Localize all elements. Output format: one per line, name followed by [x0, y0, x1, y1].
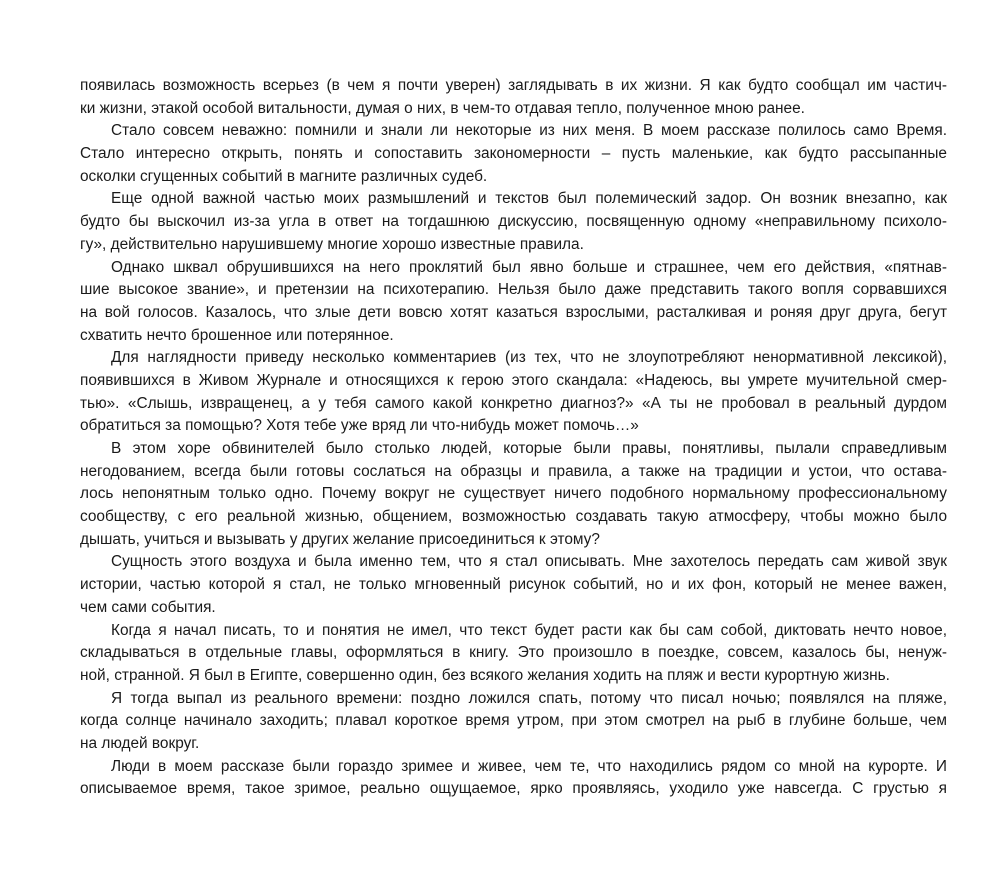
text-line: Для наглядности приведу несколько комментариев (из тех, что не злоупотребляют ненормативной лексикой),	[111, 349, 947, 367]
paragraph-4	[80, 257, 947, 348]
text-line: ной, странной. Я был в Египте, совершенно один, без всякого желания ходить на пляж и вести курортную жизнь.	[80, 666, 890, 684]
text-line: Сущность этого воздуха и была именно тем, что я стал описывать. Мне захотелось передать сам живой звук	[111, 553, 947, 571]
text-line: В этом хоре обвинителей было столько людей, которые были правы, понятливы, пылали справедливым	[111, 440, 947, 457]
paragraph-2	[80, 120, 947, 188]
text-line: Когда я начал писать, то и понятия не имел, что текст будет расти как бы сам собой, диктовать нечто новое,	[111, 621, 947, 639]
text-line: Люди в моем рассказе были гораздо зримее и живее, чем те, что находились рядом со мной на курорте. И	[111, 757, 947, 775]
text-line: чем сами события.	[80, 598, 216, 616]
text-line: Стало интересно открыть, понять и сопоставить закономерности – пусть маленькие, как будто рассыпанные	[80, 145, 947, 163]
paragraph-7	[80, 551, 947, 619]
paragraph-8	[80, 620, 947, 688]
text-line: осколки сгущенных событий в магните различных судеб.	[80, 167, 488, 185]
text-line: дышать, учиться и вызывать у других желание присоединиться к этому?	[80, 530, 600, 548]
text-line: появилась возможность всерьез (в чем я почти уверен) заглядывать в их жизни. Я как будто сообщал им частич-	[80, 77, 947, 94]
text-line: тью». «Слышь, извращенец, а у тебя самого какой конкретно диагноз?» «А ты не пробовал в реальный дурдом	[80, 394, 947, 412]
text-line: когда солнце начинало заходить; плавал короткое время утром, при этом смотрел на рыб в глубине больше, чем	[80, 712, 947, 730]
paragraph-10	[80, 756, 947, 801]
paragraph-3	[80, 188, 947, 256]
text-line: шие высокое звание», и претензии на психотерапию. Нельзя было даже представить такого вопля сорвавшихся	[80, 281, 947, 299]
text-line: Я тогда выпал из реального времени: поздно ложился спать, потому что писал ночью; появлялся на пляже,	[111, 689, 947, 707]
text-line: на вой голосов. Казалось, что злые дети вовсю хотят казаться взрослыми, расталкивая и роняя друг друга, бегут	[80, 303, 947, 321]
text-line: Стало совсем неважно: помнили и знали ли некоторые из них меня. В моем рассказе полилось само Время.	[111, 122, 947, 140]
text-line: описываемое время, такое зримое, реально ощущаемое, ярко проявляясь, уходило уже навсегда. С грустью я	[80, 780, 947, 798]
text-line: складываться в отдельные главы, оформляться в книгу. Это произошло в поездке, совсем, казалось бы, ненуж-	[80, 644, 947, 662]
document-page	[80, 75, 947, 801]
text-line: Еще одной важной частью моих размышлений и текстов был полемический задор. Он возник внезапно, как	[111, 190, 947, 208]
paragraph-5	[80, 347, 947, 438]
text-line: появившихся в Живом Журнале и относящихся к герою этого скандала: «Надеюсь, вы умрете мучительной смер-	[80, 371, 947, 389]
text-line: обратиться за помощью? Хотя тебе уже вряд ли что-нибудь может помочь…»	[80, 417, 639, 435]
text-line: на людей вокруг.	[80, 734, 200, 752]
text-line: будто бы выскочил из-за угла в ответ на тогдашнюю дискуссию, посвященную одному «неправильному психоло-	[80, 213, 947, 231]
text-line: лось непонятным только одно. Почему вокруг не существует ничего подобного нормальному профессиональному	[80, 485, 947, 503]
text-line: истории, частью которой я стал, не только мгновенный рисунок событий, но и их фон, который не менее важен,	[80, 576, 947, 594]
text-line: ки жизни, этакой особой витальности, думая о них, в чем-то отдавая тепло, полученное мною ранее.	[80, 99, 805, 117]
paragraph-1	[80, 75, 947, 120]
paragraph-9	[80, 688, 947, 756]
paragraph-6	[80, 438, 947, 551]
text-line: сообществу, с его реальной жизнью, общением, возможностью создавать такую атмосферу, чтобы можно было	[80, 508, 947, 526]
text-line: негодованием, всегда были готовы сослаться на образцы и правила, а также на традиции и устои, что остава-	[80, 462, 947, 480]
text-line: Однако шквал обрушившихся на него проклятий был явно больше и страшнее, чем его действия, «пятнав-	[111, 258, 947, 276]
text-line: гу», действительно нарушившему многие хорошо известные правила.	[80, 235, 584, 253]
text-line: схватить нечто брошенное или потерянное.	[80, 326, 394, 344]
